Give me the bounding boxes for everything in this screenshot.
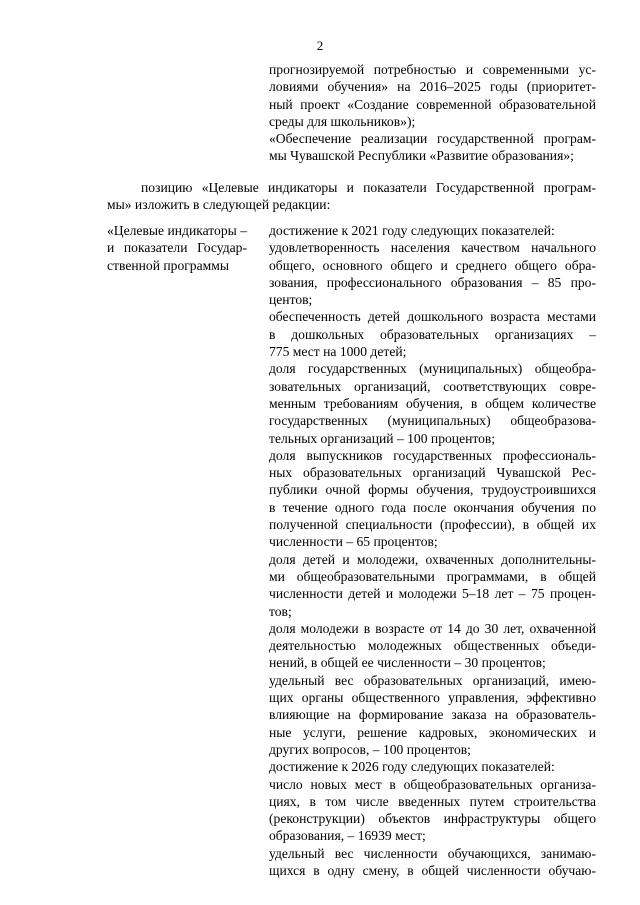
text-line: тельных организаций – 100 процентов; — [269, 430, 496, 446]
text-line: (реконструкции) объектов инфраструктуры общего — [269, 811, 596, 827]
text-line: численности – 65 процентов; — [269, 534, 438, 550]
text-line: образования, – 16939 мест; — [269, 828, 426, 844]
text-line: «Обеспечение реализации государственной програм- — [269, 131, 596, 147]
text-line: циях, в том числе введенных путем строительства — [269, 793, 596, 809]
text-line: влияющие на формирование заказа на образователь- — [269, 707, 596, 723]
text-line: государственных (муниципальных) общеобразова- — [269, 413, 596, 429]
text-line: численности детей и молодежи 5–18 лет – 75 процен- — [269, 586, 596, 602]
table-right-column — [269, 222, 596, 879]
text-line: щих органы общественного управления, эффективно — [269, 690, 596, 706]
text-line: мы Чувашской Республики «Развитие образования»; — [269, 148, 574, 164]
text-line: доля государственных (муниципальных) общеобра- — [269, 361, 596, 377]
text-line: достижение к 2021 году следующих показателей: — [269, 223, 555, 238]
text-line: доля детей и молодежи, охваченных дополнительны- — [269, 551, 596, 567]
text-line: тов; — [269, 603, 292, 619]
text-line: публики очной формы обучения, трудоустроившихся — [269, 482, 596, 498]
text-line: менным требованиям обучения, в общем количестве — [269, 395, 596, 411]
text-line: в дошкольных образовательных организациях – — [269, 326, 596, 342]
text-line: позицию «Целевые индикаторы и показатели Государственной програм- — [141, 180, 596, 195]
text-line: обеспеченность детей дошкольного возраста местами — [269, 309, 596, 325]
text-line: 775 мест на 1000 детей; — [269, 344, 407, 360]
table-left-column — [107, 222, 247, 274]
text-line: ных образовательных организаций Чувашской Рес- — [269, 465, 596, 481]
text-line: удельный вес образовательных организаций, имею- — [269, 672, 596, 688]
text-line: общего, основного общего и среднего общего обра- — [269, 257, 596, 273]
text-line: доля молодежи в возрасте от 14 до 30 лет, охваченной — [269, 620, 596, 636]
text-line: «Целевые индикаторы – — [107, 223, 247, 238]
text-line: в течение одного года после окончания обучения по — [269, 499, 596, 515]
text-line: полученной специальности (профессии), в общей их — [269, 517, 596, 533]
text-line: зования, профессионального образования – 85 про- — [269, 274, 596, 290]
text-line: удельный вес численности обучающихся, занимаю- — [269, 845, 596, 861]
text-line: щихся в одну смену, в общей численности обучаю- — [269, 862, 596, 878]
text-line: деятельностью молодежных общественных объеди- — [269, 638, 596, 654]
text-line: и показатели Государ- — [107, 240, 247, 256]
text-line: других вопросов, – 100 процентов; — [269, 741, 471, 757]
text-line: удовлетворенность населения качеством начального — [269, 240, 596, 256]
text-line: ный проект «Создание современной образовательной — [269, 96, 596, 112]
text-line: ственной программы — [107, 257, 229, 273]
text-line: центов; — [269, 292, 313, 308]
text-line: нений, в общей ее численности – 30 процентов; — [269, 655, 546, 671]
text-line: число новых мест в общеобразовательных организа- — [269, 776, 596, 792]
text-line: зовательных организаций, соответствующих совре- — [269, 378, 596, 394]
text-line: достижение к 2026 году следующих показателей: — [269, 759, 555, 775]
top-text-block — [269, 61, 596, 165]
text-line: доля выпускников государственных профессиональ- — [269, 447, 596, 463]
page-number: 2 — [316, 38, 324, 53]
text-line: прогнозируемой потребностью и современными ус- — [269, 62, 596, 77]
text-line: ные услуги, решение кадровых, экономических и — [269, 724, 596, 740]
instruction-paragraph — [107, 179, 596, 214]
text-line: среды для школьников»); — [269, 113, 416, 129]
text-line: ми общеобразовательными программами, в общей — [269, 568, 596, 584]
text-line: ловиями обучения» на 2016–2025 годы (приоритет- — [269, 79, 596, 95]
text-line: мы» изложить в следующей редакции: — [107, 197, 331, 213]
